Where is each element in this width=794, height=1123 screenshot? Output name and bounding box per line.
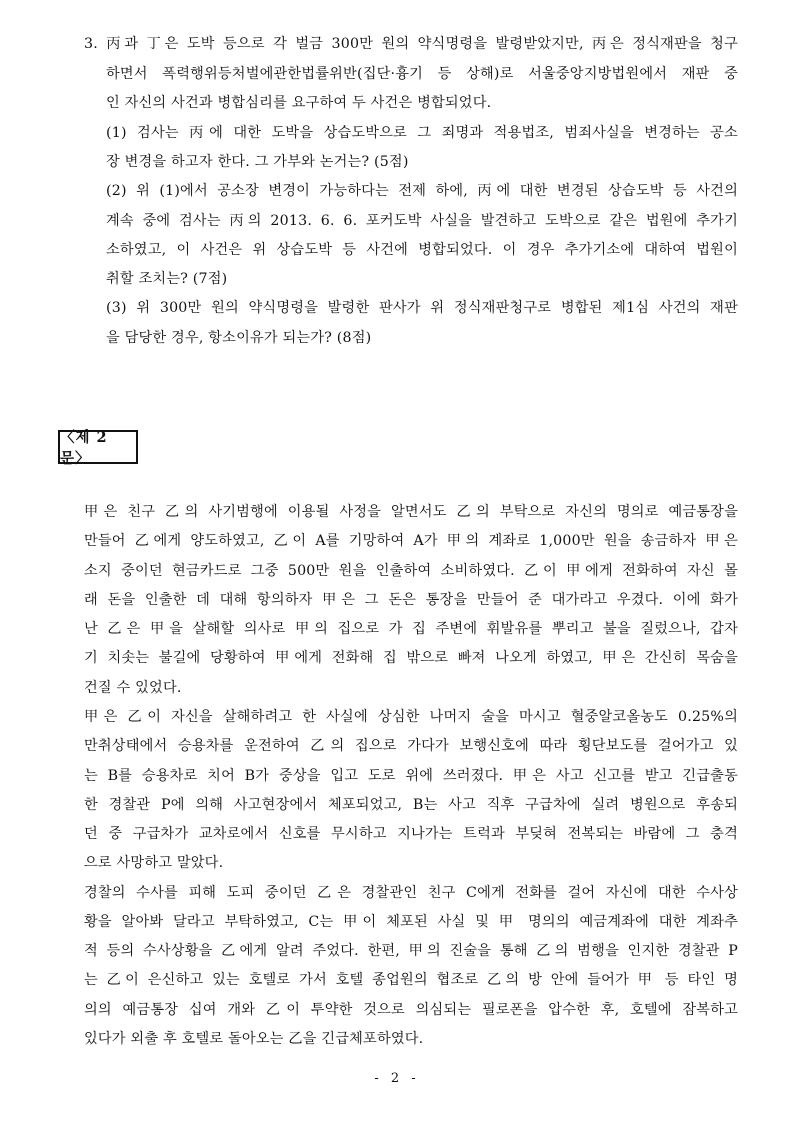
q3-sub2-line-4: 취할 조치는? (7점) (106, 271, 228, 287)
problem2-line-17: 는 乙이 은신하고 있는 호텔로 가서 호텔 종업원의 협조로 乙의 방 안에 들어가 甲 등 타인 명 (84, 972, 738, 988)
problem2-line-12: 던 중 구급차가 교차로에서 신호를 무시하고 지나가는 트럭과 부딪혀 전복되는 바람에 그 충격 (84, 826, 738, 842)
q3-sub2-line-1: (2) 위 (1)에서 공소장 변경이 가능하다는 전제 하에, 丙에 대한 변경된 상습도박 등 사건의 (106, 183, 738, 199)
problem2-line-3: 소지 중이던 현금카드로 그중 500만 원을 인출하여 소비하였다. 乙이 甲에게 전화하여 자신 몰 (84, 563, 738, 579)
problem2-line-13: 으로 사망하고 말았다. (84, 855, 224, 871)
q3-sub1-line-1: (1) 검사는 丙에 대한 도박을 상습도박으로 그 죄명과 적용법조, 범죄사실을 변경하는 공소 (106, 125, 738, 141)
section-header-problem-2 (58, 429, 138, 467)
page-number: - 2 - (374, 1071, 420, 1086)
problem2-line-8: 甲은 乙이 자신을 살해하려고 한 사실에 상심한 나머지 술을 마시고 혈중알코올농도 0.25%의 (84, 709, 738, 725)
section-header-label: 〈제 2 문〉 (60, 429, 108, 467)
problem2-line-2: 만들어 乙에게 양도하였고, 乙이 A를 기망하여 A가 甲의 계좌로 1,000만 원을 송금하자 甲은 (84, 533, 738, 549)
problem2-line-7: 건질 수 있었다. (84, 680, 182, 696)
q3-sub2-line-3: 소하였고, 이 사건은 위 상습도박 등 사건에 병합되었다. 이 경우 추가기소에 대하여 법원이 (106, 242, 738, 258)
problem2-line-16: 적 등의 수사상황을 乙에게 알려 주었다. 한편, 甲의 진술을 통해 乙의 범행을 인지한 경찰관 P (84, 943, 738, 959)
problem2-line-14: 경찰의 수사를 피해 도피 중이던 乙은 경찰관인 친구 C에게 전화를 걸어 자신에 대한 수사상 (84, 885, 738, 901)
q3-sub3-line-2: 을 담당한 경우, 항소이유가 되는가? (8점) (106, 330, 372, 346)
problem2-line-5: 난 乙은 甲을 살해할 의사로 甲의 집으로 가 집 주변에 휘발유를 뿌리고 불을 질렀으나, 갑자 (84, 621, 738, 637)
q3-sub3-line-1: (3) 위 300만 원의 약식명령을 발령한 판사가 위 정식재판청구로 병합된 제1심 사건의 재판 (106, 300, 738, 316)
problem2-line-1: 甲은 친구 乙의 사기범행에 이용될 사정을 알면서도 乙의 부탁으로 자신의 명의로 예금통장을 (84, 504, 738, 520)
problem2-line-9: 만취상태에서 승용차를 운전하여 乙의 집으로 가다가 보행신호에 따라 횡단보도를 걸어가고 있 (84, 738, 738, 754)
q3-intro-line-3: 인 자신의 사건과 병합심리를 요구하여 두 사건은 병합되었다. (106, 95, 492, 111)
problem2-line-6: 기 치솟는 불길에 당황하여 甲에게 전화해 집 밖으로 빠져 나오게 하였고, 甲은 간신히 목숨을 (84, 650, 738, 666)
problem2-line-15: 황을 알아봐 달라고 부탁하였고, C는 甲이 체포된 사실 및 甲 명의의 예금계좌에 대한 계좌추 (84, 914, 738, 930)
problem2-line-10: 는 B를 승용차로 치어 B가 중상을 입고 도로 위에 쓰러졌다. 甲은 사고 신고를 받고 긴급출동 (84, 768, 738, 784)
q3-intro-line-1: 3. 丙과 丁은 도박 등으로 각 벌금 300만 원의 약식명령을 발령받았지만, 丙은 정식재판을 청구 (84, 36, 738, 52)
problem2-line-4: 래 돈을 인출한 데 대해 항의하자 甲은 그 돈은 통장을 만들어 준 대가라고 우겼다. 이에 화가 (84, 592, 738, 608)
problem2-line-19: 있다가 외출 후 호텔로 돌아오는 乙을 긴급체포하였다. (84, 1031, 424, 1047)
q3-intro-line-2: 하면서 폭력행위등처벌에관한법률위반(집단·흉기 등 상해)로 서울중앙지방법원에서 재판 중 (106, 66, 738, 82)
q3-sub1-line-2: 장 변경을 하고자 한다. 그 가부와 논거는? (5점) (106, 154, 409, 170)
q3-sub2-line-2: 계속 중에 검사는 丙의 2013. 6. 6. 포커도박 사실을 발견하고 도박으로 같은 법원에 추가기 (106, 213, 738, 229)
problem2-line-11: 한 경찰관 P에 의해 사고현장에서 체포되었고, B는 사고 직후 구급차에 실려 병원으로 후송되 (84, 797, 738, 813)
problem2-line-18: 의의 예금통장 십여 개와 乙이 투약한 것으로 의심되는 필로폰을 압수한 후, 호텔에 잠복하고 (84, 1002, 738, 1018)
